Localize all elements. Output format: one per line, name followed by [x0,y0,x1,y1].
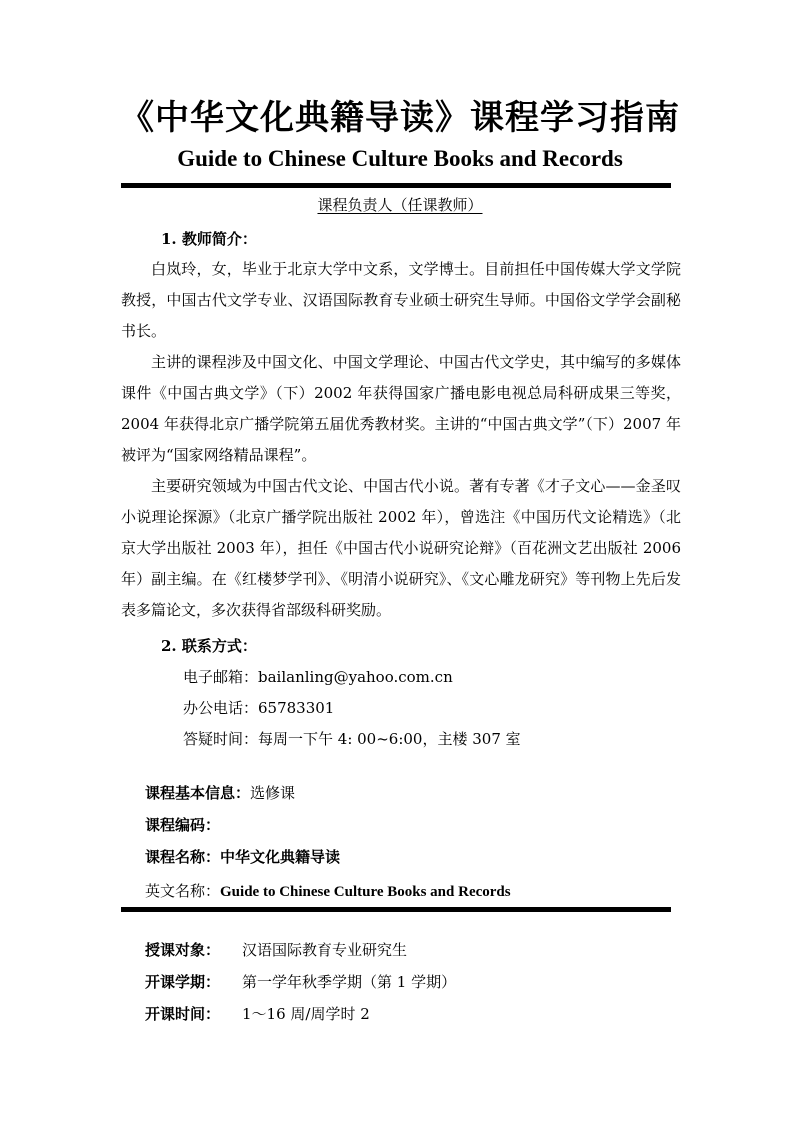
audience-row [145,940,407,960]
audience-label: 授课对象： [145,941,221,959]
course-english-name [145,881,511,902]
course-code-label: 课程编码： [145,816,221,834]
info-divider [121,907,671,912]
time-value: 1～16 周/周学时 2 [242,1005,370,1023]
course-english-label: 英文名称： [145,882,221,900]
page-title: 《中华文化典籍导读》课程学习指南 [120,98,680,138]
contact-office-hours: 答疑时间：每周一下午 4: 00~6:00，主楼 307 室 [183,730,521,748]
header-divider [121,183,671,188]
time-label: 开课时间： [145,1005,221,1023]
course-code [145,815,220,835]
course-basic-value: 选修课 [250,784,296,802]
page-subtitle: Guide to Chinese Culture Books and Records [177,146,623,171]
section-heading [0,195,800,215]
audience-value: 汉语国际教育专业研究生 [242,941,408,959]
term-label: 开课学期： [145,973,221,991]
teacher-paragraph-3: 主要研究领域为中国古代文论、中国古代小说。著有专著《才子文心——金圣叹小说理论探源》（北京广播学院出版社 2002 年），曾选注《中国历代文论精选》（北京大学出版社 2003 年），担任《中国古代小说研究论辩》（百花洲文艺出版社 2006 年）副主编。在《红楼梦学刊》、《明清小说研究》、《文心雕龙研究》等刊物上先后发表多篇论文，多次获得省部级科研奖励。 [121,477,681,619]
section-heading-text: 课程负责人（任课教师） [317,196,483,214]
teacher-paragraph-1: 白岚玲，女，毕业于北京大学中文系，文学博士。目前担任中国传媒大学文学院教授，中国古代文学专业、汉语国际教育专业硕士研究生导师。中国俗文学学会副秘书长。 [121,260,681,340]
teacher-intro-heading: 1. 教师简介： [161,230,257,248]
time-row [145,1004,370,1024]
course-basic-info [145,783,295,803]
teacher-paragraph-2: 主讲的课程涉及中国文化、中国文学理论、中国古代文学史，其中编写的多媒体课件《中国古典文学》（下）2002 年获得国家广播电影电视总局科研成果三等奖，2004 年获得北京广播学院第五届优秀教材奖。主讲的“中国古典文学”（下）2007 年被评为“国家网络精品课程”。 [121,353,681,464]
contact-heading: 2. 联系方式： [161,637,257,655]
course-name [145,847,340,867]
term-row [145,972,456,992]
course-name-value: 中华文化典籍导读 [220,848,341,866]
course-name-label: 课程名称： [145,848,221,866]
course-basic-label: 课程基本信息： [145,784,251,802]
term-value: 第一学年秋季学期（第 1 学期） [242,973,457,991]
contact-email: 电子邮箱：bailanling@yahoo.com.cn [183,668,453,686]
course-english-value: Guide to Chinese Culture Books and Records [220,884,511,900]
contact-phone: 办公电话：65783301 [183,699,335,717]
